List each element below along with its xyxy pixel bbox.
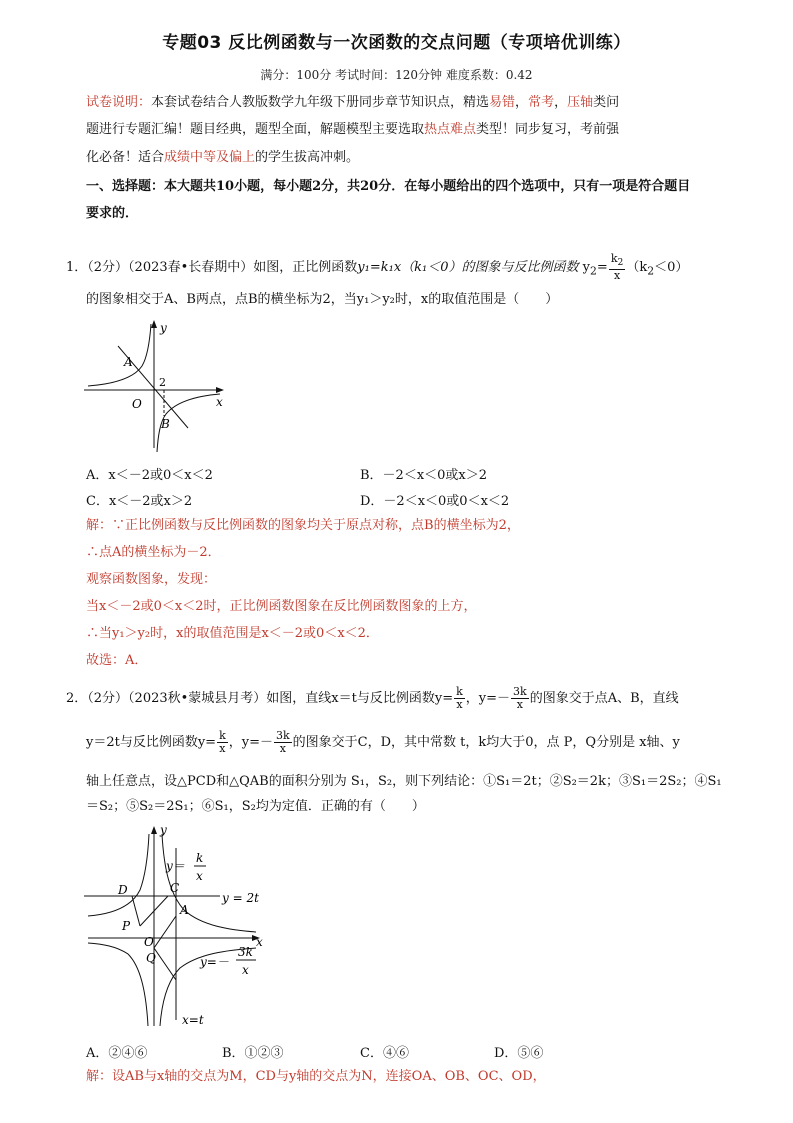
q2-label-xden2: x xyxy=(242,963,249,977)
q1-label-O: O xyxy=(132,397,142,411)
section-heading-line-2: 要求的． xyxy=(86,206,139,221)
q1-label-B: B xyxy=(161,417,170,431)
q2-stem-line-2: y＝2t与反比例函数y= $\frac{k}{x}$ ，y=－ $\frac{3k}{x}$ 的图象交于C，D，其中常数 t，k均大于0，点 P，Q分别是 x轴、y xyxy=(86,729,680,755)
q2-label-y2t: y = 2t xyxy=(222,891,259,905)
q2-y-arrow xyxy=(151,826,157,834)
q1-fraction: $\frac{k_2}{x}$ xyxy=(610,252,624,283)
q1-solution-line-5: ∴当y₁＞y₂时，x的取值范围是x＜－2或0＜x＜2． xyxy=(86,626,379,641)
intro-line-1: 试卷说明：本套试卷结合人教版数学九年级下册同步章节知识点，精选易错，常考，压轴类问 xyxy=(86,95,620,110)
q1-solution-line-2: ∴点A的横坐标为－2． xyxy=(86,545,221,560)
q1-hyperbola-left xyxy=(88,324,151,386)
q1-solution-line-6: 故选：A． xyxy=(86,653,148,668)
q1-graph-figure xyxy=(84,318,230,454)
q2-label-x: x xyxy=(256,935,263,949)
q2-seg-DP xyxy=(132,896,140,926)
q2-label-3k: 3k xyxy=(238,945,253,959)
intro-line-3: 化必备！适合成绩中等及偏上的学生拔高冲刺。 xyxy=(86,150,360,165)
q1-option-b[interactable]: B．－2＜x＜0或x＞2 xyxy=(360,468,488,483)
q2-stem-line-4: ＝S₂；⑤S₂＝2S₁；⑥S₁，S₂均为定值．正确的有（ ） xyxy=(86,799,425,814)
q2-curve-3k-left xyxy=(88,834,149,916)
q1-x-arrow xyxy=(216,387,224,393)
q2-label-k: k xyxy=(196,851,204,865)
q2-label-y: y xyxy=(160,823,167,837)
q2-label-Q: Q xyxy=(146,951,156,965)
q2-label-xden1: x xyxy=(196,869,203,883)
exam-meta: 满分：100分 考试时间：120分钟 难度系数：0.42 xyxy=(260,68,533,82)
q2-option-c[interactable]: C．④⑥ xyxy=(360,1046,409,1061)
q2-curve-k-left xyxy=(88,943,148,1026)
section-heading-line-1: 一、选择题：本大题共10小题，每小题2分，共20分．在每小题给出的四个选项中，只有一项是符合题目 xyxy=(86,179,691,194)
q2-option-a[interactable]: A．②④⑥ xyxy=(86,1046,148,1061)
q2-stem-line-1: 2．（2分）（2023秋•蒙城县月考）如图，直线x＝t与反比例函数y= $\frac{k}{x}$ ，y=－ $\frac{3k}{x}$ 的图象交于点A、B，直线 xyxy=(66,685,679,711)
q2-label-C: C xyxy=(170,881,180,895)
q2-label-A: A xyxy=(180,903,189,917)
q2-label-D: D xyxy=(118,883,128,897)
q2-label-eq3: y=－ xyxy=(200,955,229,969)
q2-label-O: O xyxy=(144,935,154,949)
page-title: 专题03 反比例函数与一次函数的交点问题（专项培优训练） xyxy=(162,33,631,53)
q2-seg-AQ xyxy=(154,916,176,948)
q2-label-eq1: y＝ xyxy=(166,859,185,873)
q1-solution-line-4: 当x＜－2或0＜x＜2时，正比例函数图象在反比例函数图象的上方， xyxy=(86,599,477,614)
q2-graph-figure xyxy=(84,820,274,1030)
q1-stem-line-1: 1．（2分）（2023春•长春期中）如图，正比例函数y₁=k₁x（k₁＜0）的图象与反比例函数 $y_2=$ $\frac{k_2}{x}$ $(k_2<0)$ xyxy=(66,252,689,283)
q1-label-y: y xyxy=(160,321,167,335)
q2-seg-QB xyxy=(154,948,176,980)
q1-solution-line-3: 观察函数图象，发现： xyxy=(86,572,217,587)
q2-option-b[interactable]: B．①②③ xyxy=(222,1046,284,1061)
q1-y-arrow xyxy=(151,320,157,328)
intro-label: 试卷说明： xyxy=(86,95,152,110)
q1-stem-line-2: 的图象相交于A、B两点，点B的横坐标为2，当y₁＞y₂时，x的取值范围是（ ） xyxy=(86,292,559,307)
q2-option-d[interactable]: D．⑤⑥ xyxy=(494,1046,544,1061)
q1-label-A: A xyxy=(124,355,133,369)
q1-solution-line-1: 解：∵正比例函数与反比例函数的图象均关于原点对称，点B的横坐标为2， xyxy=(86,518,520,533)
q1-option-a[interactable]: A．x＜－2或0＜x＜2 xyxy=(86,468,213,483)
q2-label-xt: x=t xyxy=(182,1013,204,1027)
q1-label-2: 2 xyxy=(159,376,166,389)
q1-option-d[interactable]: D．－2＜x＜0或0＜x＜2 xyxy=(360,494,510,509)
q2-label-P: P xyxy=(122,919,131,933)
q1-option-c[interactable]: C．x＜－2或x＞2 xyxy=(86,494,193,509)
intro-line-2: 题进行专题汇编！题目经典，题型全面，解题模型主要选取热点难点类型！同步复习，考前强 xyxy=(86,122,620,137)
q2-stem-line-3: 轴上任意点，设△PCD和△QAB的面积分别为 S₁，S₂，则下列结论：①S₁＝2t；②S₂＝2k；③S₁＝2S₂；④S₁ xyxy=(86,774,722,789)
q2-solution-line-1: 解：设AB与x轴的交点为M，CD与y轴的交点为N，连接OA、OB、OC、OD， xyxy=(86,1069,546,1084)
q1-label-x: x xyxy=(216,395,223,409)
